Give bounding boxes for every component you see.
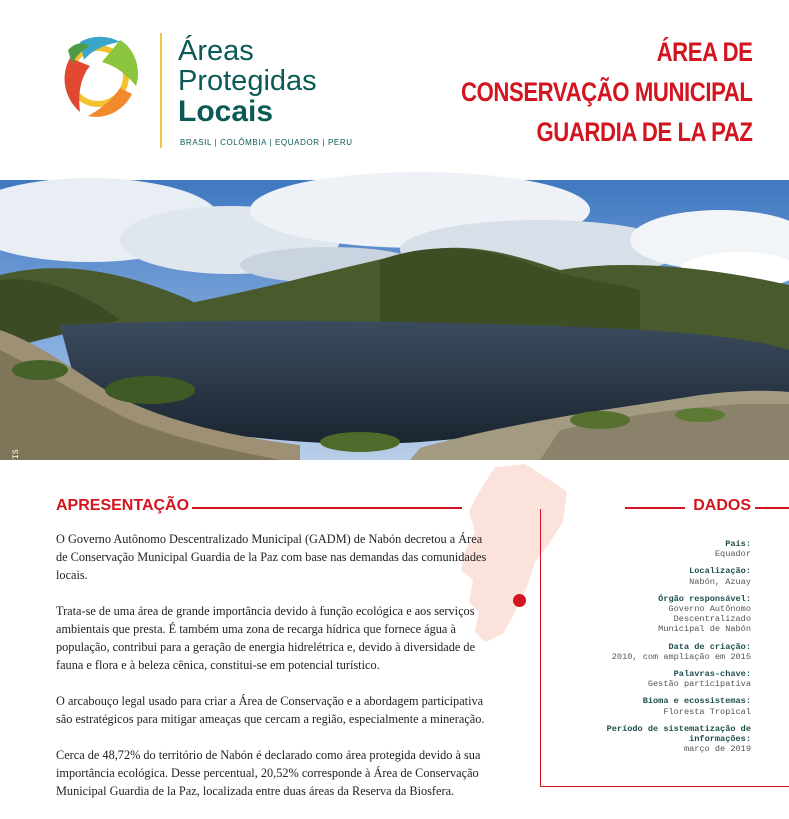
dados-value: Gestão participativa <box>647 679 751 690</box>
logo-text <box>178 36 317 128</box>
logo-hands-icon <box>50 28 146 124</box>
logo-countries: BRASIL | COLÔMBIA | EQUADOR | PERU <box>180 138 353 147</box>
title-line-1: ÁREA DE <box>657 37 753 67</box>
dados-item <box>531 669 751 689</box>
dados-label: Palavras-chave: <box>673 669 751 680</box>
dados-frame-bottom <box>540 786 789 787</box>
title-line-2: CONSERVAÇÃO MUNICIPAL <box>461 77 753 107</box>
paragraph: O arcabouço legal usado para criar a Área de Conservação e a abordagem participativa são estratégicos para mitigar ameaças que cercam a região, especialmente a mineração. <box>56 694 485 726</box>
dados-value: Equador <box>714 549 751 560</box>
dados-label: Período de sistematização de informações: <box>606 723 751 745</box>
dados-value: Nabón, Azuay <box>689 576 751 587</box>
paragraph: Cerca de 48,72% do território de Nabón é declarado como área protegida devido à sua importância ecológica. Desse percentual, 20,52% corresponde à Área de Conservação Municipal Guardia de la Paz, localizada entre duas áreas da Reserva da Biosfera. <box>56 748 481 798</box>
paragraph: Trata-se de uma área de grande importância devido à função ecológica e aos serviços ambientais que presta. É também uma zona de recarga hídrica que fornece água à população, contribui para a geração de energia hidrelétrica e, devido à diversidade de fauna e flora e à beleza cênica, constitui-se em potencial turístico. <box>56 604 476 672</box>
dados-label: Localização: <box>689 566 751 577</box>
dados-item <box>531 594 751 635</box>
dados-value: Governo Autônomo Descentralizado Municipal de Nabón <box>658 604 751 635</box>
dados-list <box>531 539 751 761</box>
logo-line-2: Protegidas <box>178 65 317 97</box>
heading-rule-dados-right <box>755 507 789 509</box>
dados-label: Data de criação: <box>668 641 751 652</box>
title-line-3: GUARDIA DE LA PAZ <box>536 117 753 147</box>
dados-label: Bioma e ecossistemas: <box>642 696 751 707</box>
dados-value: 2010, com ampliação em 2015 <box>611 651 751 662</box>
logo-line-3: Locais <box>178 95 274 128</box>
dados-value: março de 2019 <box>683 744 751 755</box>
section-heading-dados: DADOS <box>693 497 751 514</box>
location-pin-icon <box>513 594 526 607</box>
logo-divider <box>160 33 162 148</box>
heading-rule-dados-left <box>625 507 685 509</box>
page-title <box>461 32 753 152</box>
dados-item <box>531 724 751 755</box>
photo-credit-text: FOTO: Marisol Garlaza, Fundación CFIS <box>12 449 21 627</box>
dados-item <box>531 696 751 716</box>
dados-item <box>531 566 751 586</box>
header <box>0 0 789 180</box>
dados-label: País: <box>725 539 751 549</box>
apresentacao-body <box>56 530 496 818</box>
section-heading-apresentacao: APRESENTAÇÃO <box>56 497 190 514</box>
landscape-image <box>0 180 789 460</box>
photo-credit <box>12 442 26 627</box>
dados-item <box>531 539 751 559</box>
paragraph: O Governo Autônomo Descentralizado Municipal (GADM) de Nabón decretou a Área de Conservação Municipal Guardia de la Paz com base nas demandas das comunidades locais. <box>56 532 487 582</box>
dados-value: Floresta Tropical <box>663 706 751 717</box>
heading-rule-apresentacao <box>192 507 462 509</box>
dados-item <box>531 642 751 662</box>
dados-label: Órgão responsável: <box>658 593 751 604</box>
logo-line-1: Áreas <box>178 35 254 67</box>
